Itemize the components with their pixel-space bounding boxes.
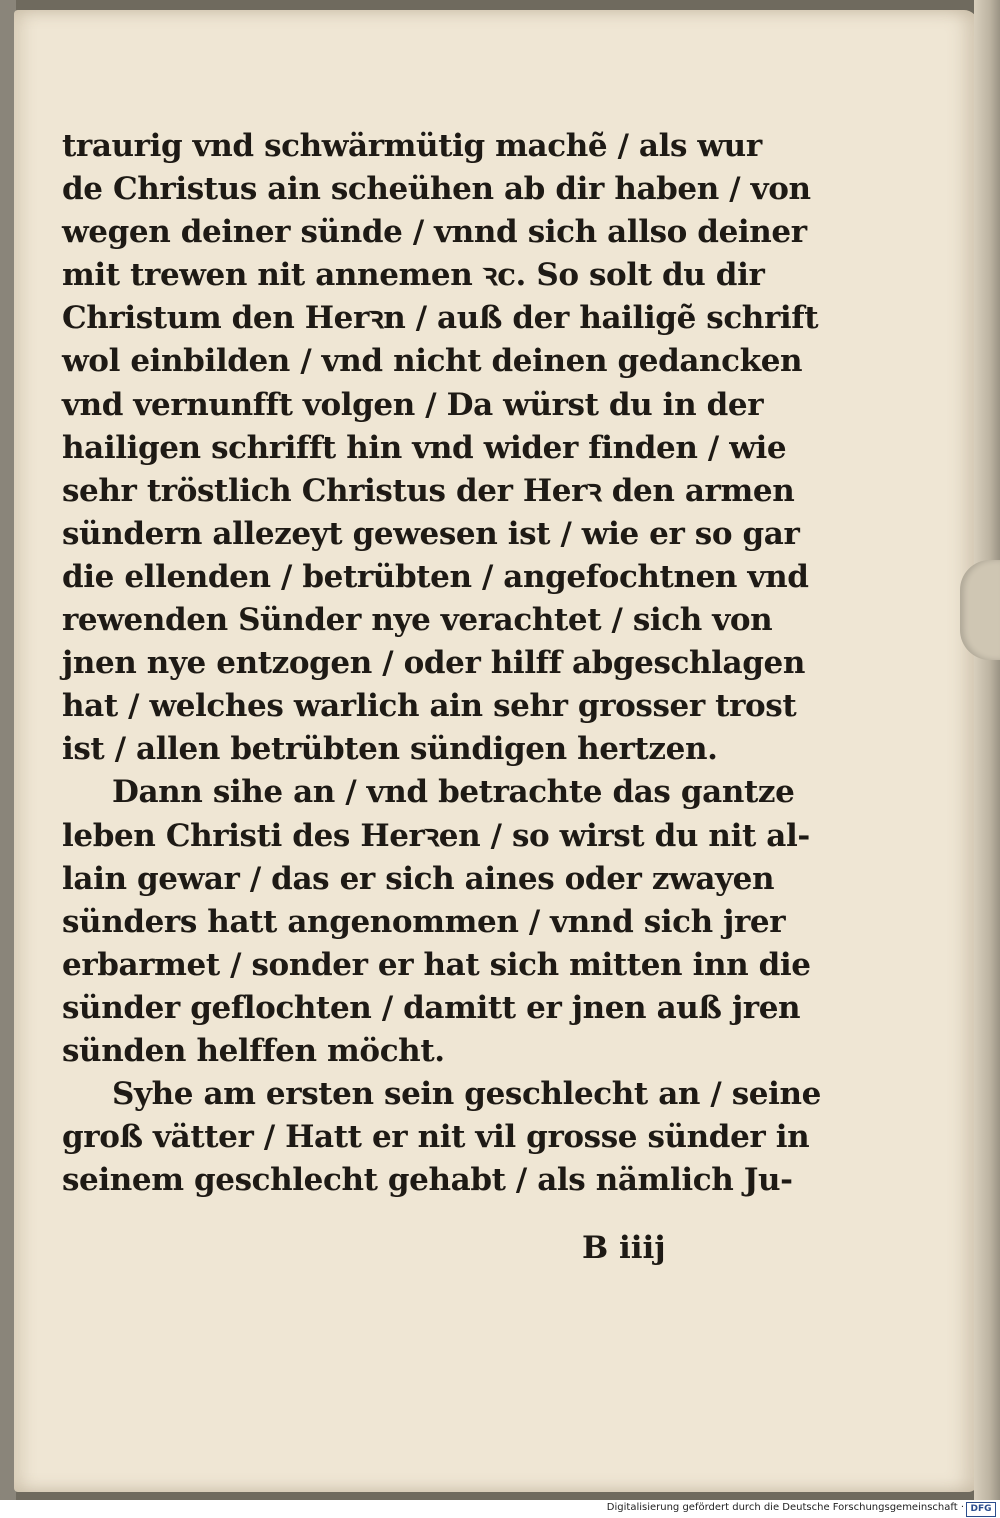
page-tab <box>960 560 1000 660</box>
text-line: traurig vnd schwärmütig machẽ / als wur <box>62 128 762 164</box>
text-line: sünders hatt angenommen / vnnd sich jrer <box>62 903 786 940</box>
page-edges <box>974 0 1000 1500</box>
paragraph-start-line: Dann sihe an / vnd betrachte das gantze <box>112 774 795 811</box>
text-line: mit trewen nit annemen ꝛc. So solt du dir <box>62 257 765 294</box>
text-line: jnen nye entzogen / oder hilff abgeschlagen <box>62 645 805 682</box>
text-line: groß vätter / Hatt er nit vil grosse sünder in <box>62 1119 810 1156</box>
text-line: sehr tröstlich Christus der Herꝛ den armen <box>62 472 795 509</box>
body-text <box>62 125 822 1202</box>
text-line: rewenden Sünder nye verachtet / sich von <box>62 602 773 639</box>
text-line: sündern allezeyt gewesen ist / wie er so gar <box>62 515 800 552</box>
text-line: vnd vernunfft volgen / Da würst du in der <box>62 386 764 423</box>
text-line: ist / allen betrübten sündigen hertzen. <box>62 731 718 768</box>
text-line: seinem geschlecht gehabt / als nämlich Ju- <box>62 1162 793 1199</box>
text-line: wegen deiner sünde / vnnd sich allso deiner <box>62 214 807 251</box>
footer-bar <box>0 1500 1000 1518</box>
signature-mark: B iiij <box>582 1230 666 1266</box>
text-line: leben Christi des Herꝛen / so wirst du nit al- <box>62 817 810 854</box>
text-line: sünder geflochten / damitt er jnen auß jren <box>62 989 801 1026</box>
text-line: hat / welches warlich ain sehr grosser trost <box>62 688 797 725</box>
paragraph-start-line: Syhe am ersten sein geschlecht an / seine <box>112 1076 821 1113</box>
dfg-logo-icon: DFG <box>966 1502 996 1517</box>
text-line: Christum den Herꝛn / auß der hailigẽ schrift <box>62 300 819 337</box>
text-line: die ellenden / betrübten / angefochtnen vnd <box>62 558 809 595</box>
text-line: hailigen schrifft hin vnd wider finden / wie <box>62 429 787 466</box>
text-line: erbarmet / sonder er hat sich mitten inn die <box>62 946 811 983</box>
footer-credit: Digitalisierung gefördert durch die Deutsche Forschungsgemeinschaft · <box>606 1502 964 1513</box>
text-line: sünden helffen möcht. <box>62 1032 445 1069</box>
text-line: wol einbilden / vnd nicht deinen gedancken <box>62 343 803 380</box>
text-line: de Christus ain scheühen ab dir haben / von <box>62 171 811 208</box>
text-line: lain gewar / das er sich aines oder zwayen <box>62 860 775 897</box>
